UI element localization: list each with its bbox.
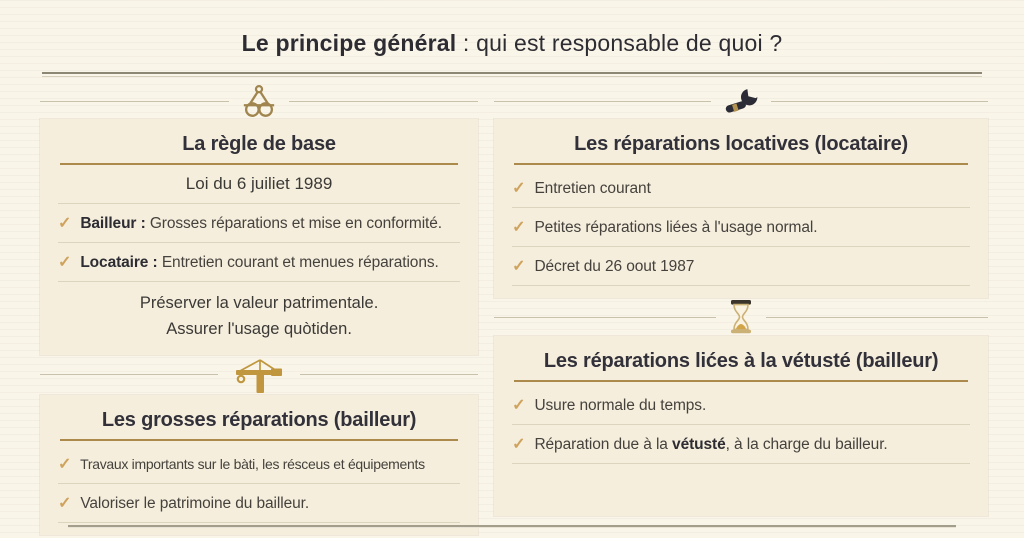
item-text-pre: Réparation due à la [534,436,673,453]
divider-line [771,101,988,102]
check-icon: ✓ [512,436,526,453]
card-title-rule [514,380,968,382]
list-item [510,169,972,207]
divider-line [40,374,218,375]
page-title-bold: Le principe général [241,30,457,56]
check-icon: ✓ [58,215,72,232]
check-icon: ✓ [512,180,526,197]
card-title: Les réparations locatives (locataire) [574,133,908,155]
item-text-post: Entretien courant [534,180,651,197]
card-subtitle: Loi du 6 juiliet 1989 [185,174,333,193]
tower-crane-icon [230,357,288,393]
icon-divider [494,83,988,119]
bottom-rule [68,525,956,528]
divider-line [300,374,478,375]
item-text [534,397,706,415]
item-text-bold: Bailleur : [80,215,146,232]
item-text [80,254,438,272]
card-vetuste [494,336,988,516]
item-text [534,180,650,198]
check-icon: ✓ [512,397,526,414]
separator [512,285,970,286]
item-text-bold: Locataire : [80,254,158,271]
card-title-rule [60,439,458,441]
footer-note: Assurer l'usage quòtiden. [166,319,352,338]
check-icon: ✓ [58,254,72,271]
separator [58,522,460,523]
item-text-post: Entretien courant et menues réparations. [157,254,439,271]
balance-scale-icon [241,84,277,119]
check-icon: ✓ [58,494,72,512]
list-item [56,204,462,242]
item-text-post: , à la charge du bailleur. [725,436,888,453]
header [0,0,1024,77]
footer-note: Préserver la valeur patrimentale. [139,294,379,312]
card-reparations-locatives [494,119,988,298]
item-text [80,456,425,472]
wrench-icon [723,88,759,115]
card-title: Les grosses réparations (bailleur) [101,408,417,431]
card-regle-de-base [40,119,478,355]
list-item [56,445,462,483]
item-text-post: Travaux importants sur le bàti, les résceus et équipements [80,455,425,472]
list-item [510,208,972,246]
card-title-rule [514,163,968,165]
item-text [80,495,309,513]
item-text [534,219,817,237]
list-item [510,386,972,424]
card-title: Les réparations lićes à la vétusté (bailleur) [543,350,939,372]
item-text-post: Grosses réparations et mise en conformité. [145,215,442,232]
divider-line [494,101,711,102]
item-text-post: Décret du 26 oout 1987 [534,258,695,275]
list-item [510,425,972,463]
list-item [510,247,972,285]
list-item [56,484,462,522]
separator [58,281,460,282]
column-right [494,83,988,535]
item-text-post: Usure normale du temps. [534,397,707,414]
item-text [80,215,442,233]
list-item [56,243,462,281]
page-title [0,30,1024,57]
card-grosses-reparations [40,395,478,535]
divider-line [766,317,988,318]
icon-divider [40,83,478,119]
check-icon: ✓ [58,455,72,473]
item-text-post: Valoriser le patrimoine du bailleur. [80,494,310,512]
column-left [40,83,478,535]
check-icon: ✓ [512,258,526,275]
card-title-rule [60,163,458,165]
item-text [534,258,694,276]
divider-line [40,101,229,102]
divider-line [494,317,716,318]
divider-line [289,101,478,102]
card-title: La règle de base [182,133,336,155]
hourglass-icon [728,299,754,335]
separator [512,463,970,464]
icon-divider [40,355,478,395]
item-text-bold: vétusté [672,436,726,453]
icon-divider [494,298,988,336]
card-columns [0,77,1024,535]
check-icon: ✓ [512,219,526,236]
item-text [534,436,887,454]
page-title-rest: : qui est responsable de quoi ? [456,30,783,56]
item-text-post: Petites réparations liées à l'usage normal. [534,219,818,236]
